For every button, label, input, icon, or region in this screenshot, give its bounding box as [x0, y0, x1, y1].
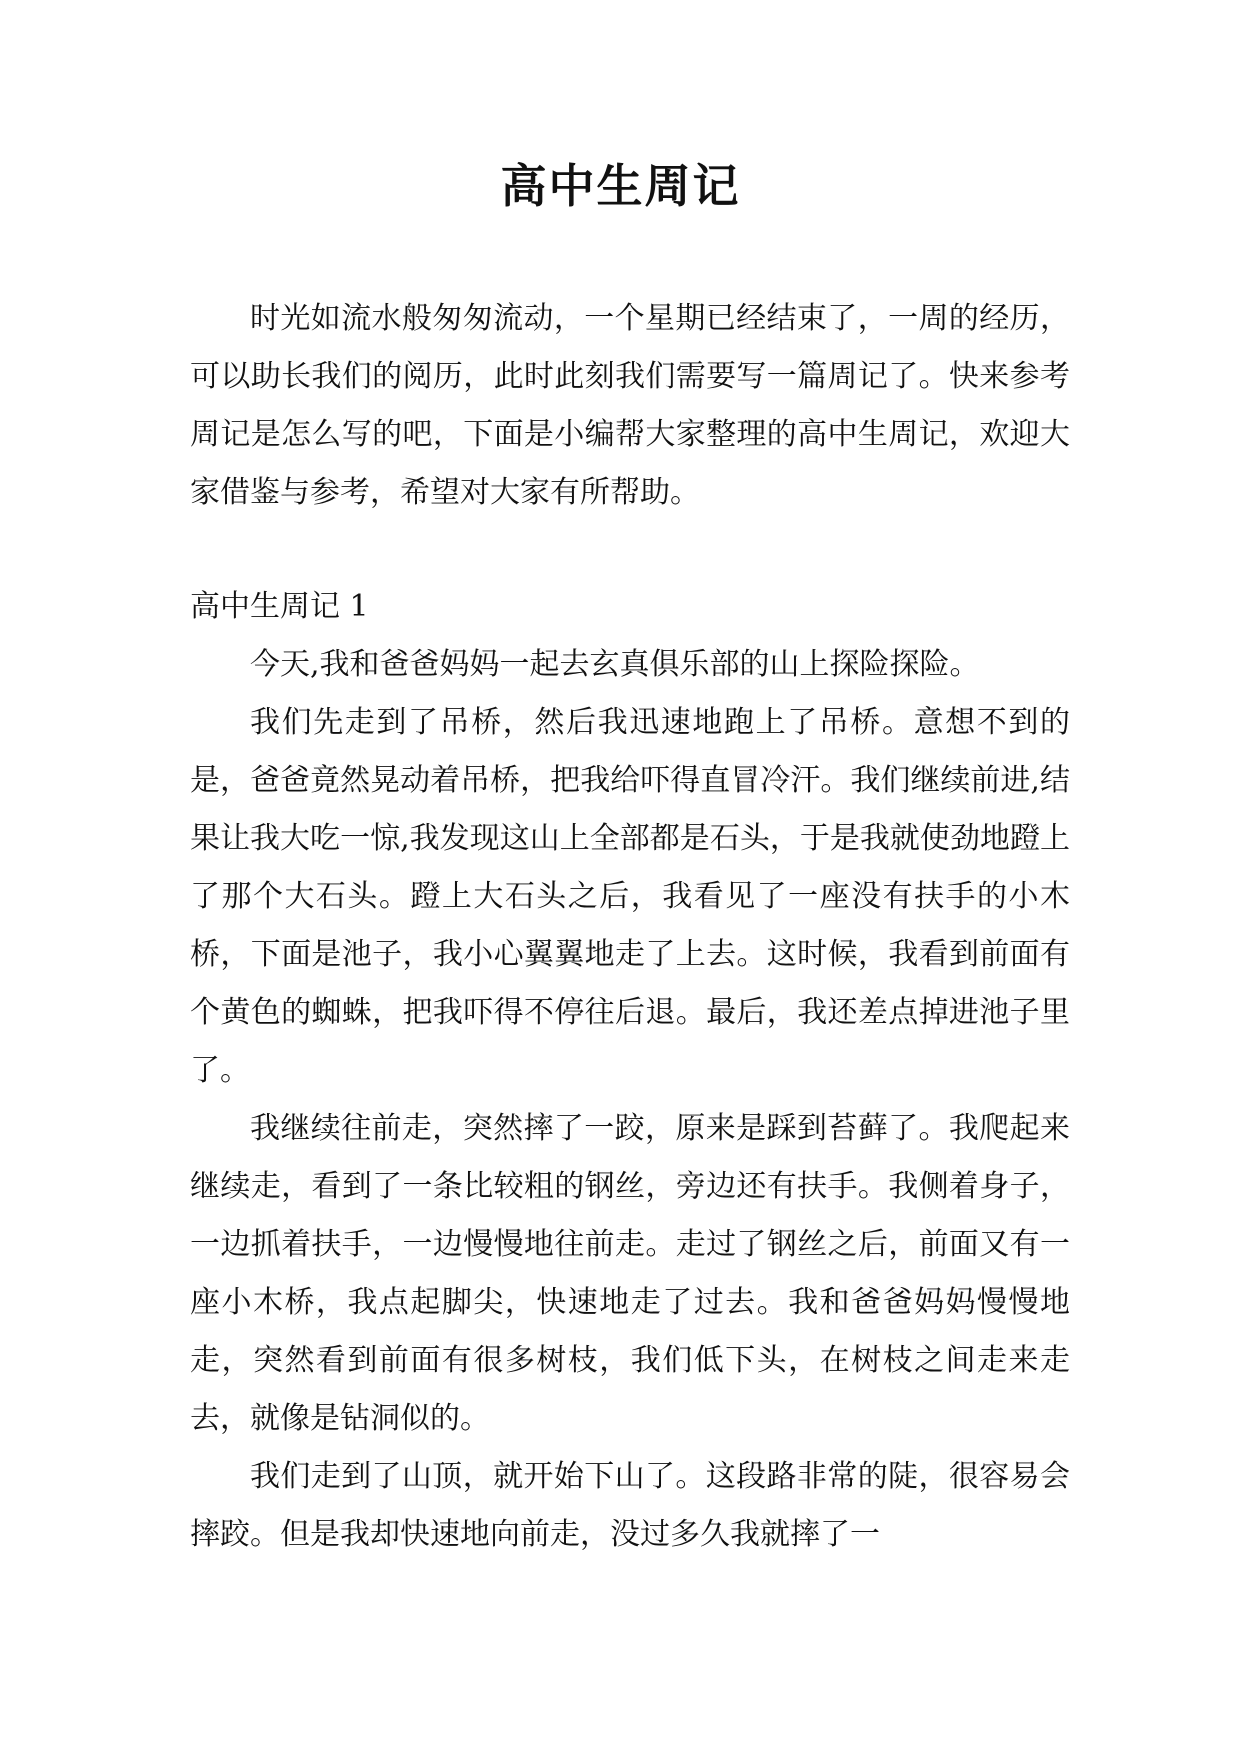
- body-paragraph: 我们走到了山顶，就开始下山了。这段路非常的陡，很容易会摔跤。但是我却快速地向前走，没过多久我就摔了一: [190, 1459, 1070, 1552]
- body-paragraph: 今天,我和爸爸妈妈一起去玄真俱乐部的山上探险探险。: [250, 647, 980, 682]
- body-paragraph: 我继续往前走，突然摔了一跤，原来是踩到苔藓了。我爬起来继续走，看到了一条比较粗的钢丝，旁边还有扶手。我侧着身子，一边抓着扶手，一边慢慢地往前走。走过了钢丝之后，前面又有一座小木桥，我点起脚尖，快速地走了过去。我和爸爸妈妈慢慢地走，突然看到前面有很多树枝，我们低下头，在树枝之间走来走去，就像是钻洞似的。: [190, 1111, 1070, 1436]
- section-heading: 高中生周记 1: [190, 589, 369, 624]
- page-title: 高中生周记: [500, 159, 741, 213]
- intro-paragraph: 时光如流水般匆匆流动，一个星期已经结束了，一周的经历，可以助长我们的阅历，此时此刻我们需要写一篇周记了。快来参考周记是怎么写的吧，下面是小编帮大家整理的高中生周记，欢迎大家借鉴与参考，希望对大家有所帮助。: [190, 301, 1070, 510]
- document-body: [190, 290, 1070, 1564]
- body-paragraph: 我们先走到了吊桥，然后我迅速地跑上了吊桥。意想不到的是，爸爸竟然晃动着吊桥，把我给吓得直冒冷汗。我们继续前进,结果让我大吃一惊,我发现这山上全部都是石头，于是我就使劲地蹬上了那个大石头。蹬上大石头之后，我看见了一座没有扶手的小木桥，下面是池子，我小心翼翼地走了上去。这时候，我看到前面有个黄色的蜘蛛，把我吓得不停往后退。最后，我还差点掉进池子里了。: [190, 705, 1070, 1088]
